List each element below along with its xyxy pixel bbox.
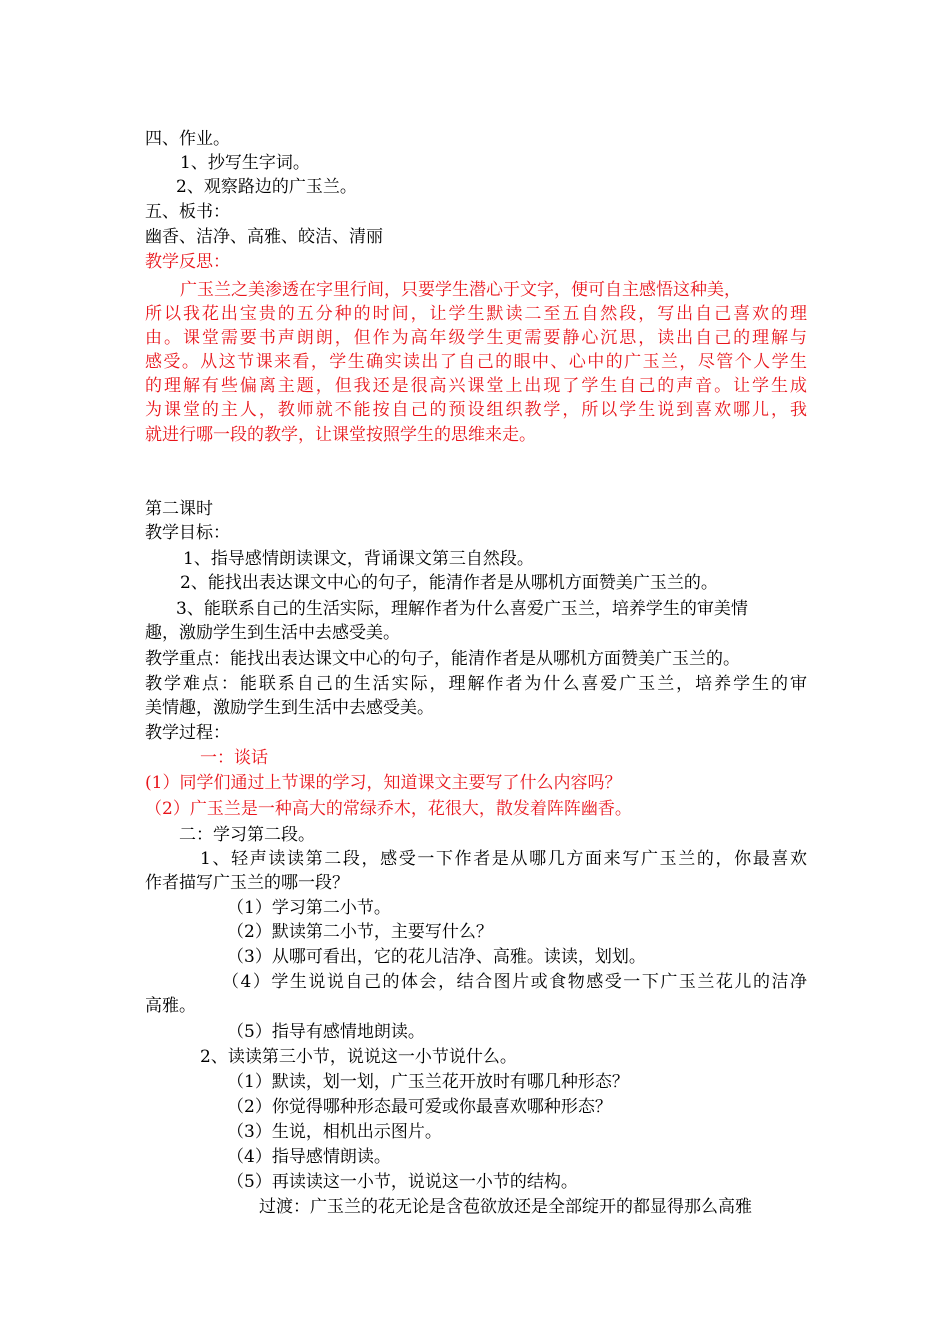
step-two-task: 2、读读第三小节，说说这一小节说什么。 [200, 1047, 517, 1067]
list-item: （2）默读第二小节，主要写什么？ [227, 922, 493, 942]
process-heading: 教学过程： [145, 723, 230, 743]
reflection-line: 由。课堂需要书声朗朗，但作为高年级学生更需要静心沉思，读出自己的理解与 [145, 328, 807, 348]
objective-item: 3、能联系自己的生活实际，理解作者为什么喜爱广玉兰，培养学生的审美情 [176, 599, 748, 619]
list-item: （4）指导感情朗读。 [227, 1147, 391, 1167]
lesson-title: 第二课时 [145, 499, 213, 519]
section-heading-homework: 四、作业。 [145, 129, 230, 149]
list-item: （3）生说，相机出示图片。 [227, 1122, 442, 1142]
transition-line: 过渡：广玉兰的花无论是含苞欲放还是全部绽开的都显得那么高雅 [259, 1197, 752, 1217]
list-item: （1）学习第二小节。 [227, 898, 391, 918]
key-point: 教学重点：能找出表达课文中心的句子，能清作者是从哪机方面赞美广玉兰的。 [145, 649, 740, 669]
list-item: （1）默读，划一划，广玉兰花开放时有哪几种形态？ [227, 1072, 629, 1092]
homework-item-2: 2、观察路边的广玉兰。 [176, 177, 357, 197]
reflection-line: 的理解有些偏离主题，但我还是很高兴课堂上出现了学生自己的声音。让学生成 [145, 376, 807, 396]
step-one-heading: 一：谈话 [200, 748, 268, 768]
reflection-line: 广玉兰之美渗透在字里行间，只要学生潜心于文字，便可自主感悟这种美， [180, 280, 741, 300]
reflection-line: 所以我花出宝贵的五分种的时间，让学生默读二至五自然段，写出自己喜欢的理 [145, 304, 807, 324]
difficult-point-continued: 美情趣，激励学生到生活中去感受美。 [145, 698, 434, 718]
reflection-line: 就进行哪一段的教学，让课堂按照学生的思维来走。 [145, 425, 536, 445]
section-heading-blackboard: 五、板书： [145, 202, 230, 222]
difficult-point: 教学难点：能联系自己的生活实际，理解作者为什么喜爱广玉兰，培养学生的审 [145, 674, 807, 694]
objective-item: 2、能找出表达课文中心的句子，能清作者是从哪机方面赞美广玉兰的。 [180, 573, 718, 593]
list-item: （2）你觉得哪种形态最可爱或你最喜欢哪种形态？ [227, 1097, 612, 1117]
step-two-task-continued: 作者描写广玉兰的哪一段？ [145, 873, 349, 893]
step-one-question: (1）同学们通过上节课的学习，知道课文主要写了什么内容吗？ [145, 773, 622, 793]
list-item: （5）再读读这一小节，说说这一小节的结构。 [227, 1172, 578, 1192]
reflection-line: 为课堂的主人，教师就不能按自己的预设组织教学，所以学生说到喜欢哪儿，我 [145, 400, 807, 420]
list-item: （3）从哪可看出，它的花儿洁净、高雅。读读，划划。 [227, 947, 646, 967]
list-item: （4）学生说说自己的体会，结合图片或食物感受一下广玉兰花儿的洁净 [222, 972, 807, 992]
objective-item-continued: 趣，激励学生到生活中去感受美。 [145, 623, 400, 643]
blackboard-words: 幽香、洁净、高雅、皎洁、清丽 [145, 227, 383, 247]
list-item: （5）指导有感情地朗读。 [227, 1022, 425, 1042]
objective-item: 1、指导感情朗读课文，背诵课文第三自然段。 [183, 549, 534, 569]
objectives-heading: 教学目标： [145, 523, 230, 543]
homework-item-1: 1、抄写生字词。 [180, 153, 310, 173]
list-item-continued: 高雅。 [145, 996, 196, 1016]
reflection-line: 感受。从这节课来看，学生确实读出了自己的眼中、心中的广玉兰，尽管个人学生 [145, 352, 807, 372]
step-two-heading: 二：学习第二段。 [179, 825, 315, 845]
step-two-task: 1、轻声读读第二段，感受一下作者是从哪几方面来写广玉兰的，你最喜欢 [200, 849, 807, 869]
reflection-heading: 教学反思： [145, 252, 230, 272]
step-one-answer: （2）广玉兰是一种高大的常绿乔木，花很大，散发着阵阵幽香。 [145, 799, 632, 819]
